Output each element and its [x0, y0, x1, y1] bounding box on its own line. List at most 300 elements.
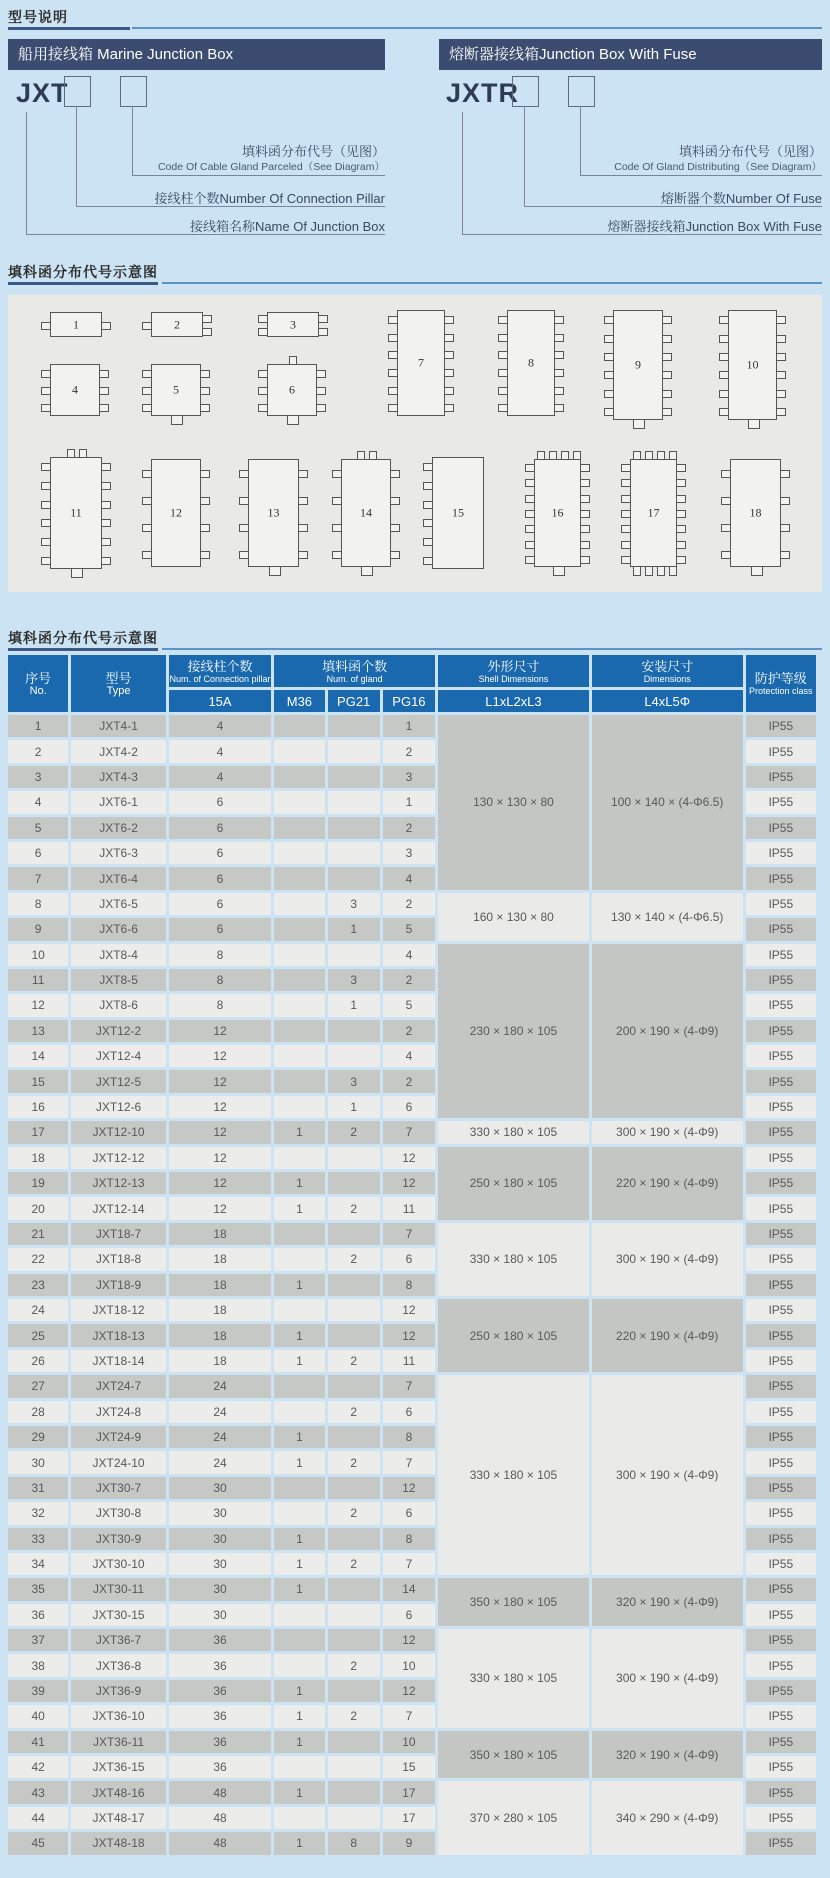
cell-pg21	[328, 944, 380, 966]
gland-tab	[498, 387, 508, 395]
gland-tab	[318, 315, 328, 323]
cell-type: JXT48-18	[71, 1832, 165, 1854]
cell-shell-dimensions: 350 × 180 × 105	[438, 1731, 589, 1779]
cell-type: JXT18-14	[71, 1350, 165, 1372]
gland-tab	[525, 464, 535, 472]
cell-15a: 18	[169, 1324, 272, 1346]
gland-tab	[239, 551, 249, 559]
cell-pg21	[328, 1731, 380, 1753]
cell-pg21	[328, 1629, 380, 1651]
cell-m36	[274, 1020, 324, 1042]
cell-pg16: 2	[383, 1070, 435, 1092]
cell-m36	[274, 740, 324, 762]
cell-pg21: 3	[328, 1070, 380, 1092]
gland-tab	[388, 369, 398, 377]
gland-tab	[621, 479, 631, 487]
gland-tab	[554, 316, 564, 324]
cell-type: JXT24-8	[71, 1401, 165, 1423]
gland-box-number: 4	[72, 382, 78, 397]
gland-tab	[318, 328, 328, 336]
cell-m36: 1	[274, 1832, 324, 1854]
gland-tab	[662, 335, 672, 343]
cell-no: 21	[8, 1223, 68, 1245]
cell-m36	[274, 1604, 324, 1626]
cell-m36	[274, 1147, 324, 1169]
gland-tab	[719, 408, 729, 416]
gland-tab	[388, 334, 398, 342]
cell-pg21	[328, 1274, 380, 1296]
cell-no: 17	[8, 1121, 68, 1143]
cell-protection: IP55	[746, 1781, 816, 1803]
gland-tab	[554, 351, 564, 359]
cell-shell-dimensions: 350 × 180 × 105	[438, 1578, 589, 1626]
gland-tab	[662, 371, 672, 379]
cell-pg16: 12	[383, 1324, 435, 1346]
gland-tab	[554, 334, 564, 342]
cell-pg21	[328, 817, 380, 839]
cell-15a: 36	[169, 1756, 272, 1778]
cell-pg21	[328, 1375, 380, 1397]
gland-tab	[780, 551, 790, 559]
cell-type: JXT12-4	[71, 1045, 165, 1067]
gland-box-number: 6	[289, 382, 295, 397]
cell-pg16: 17	[383, 1807, 435, 1829]
connector-vline	[132, 106, 133, 175]
gland-tab	[41, 322, 51, 330]
gland-tab	[101, 501, 111, 509]
cell-protection: IP55	[746, 1147, 816, 1169]
cell-no: 1	[8, 715, 68, 737]
gland-tab	[316, 387, 326, 395]
connector-vline	[580, 106, 581, 175]
gland-tab	[525, 541, 535, 549]
cell-pg21: 2	[328, 1553, 380, 1575]
cell-pg16: 2	[383, 893, 435, 915]
table-row	[8, 1299, 816, 1321]
gland-tab	[423, 538, 433, 546]
gland-tab	[621, 556, 631, 564]
cell-protection: IP55	[746, 1832, 816, 1854]
gland-box-number: 10	[746, 357, 759, 372]
cell-pg21	[328, 1477, 380, 1499]
gland-tab	[298, 524, 308, 532]
gland-tab	[721, 524, 731, 532]
gland-tab	[657, 566, 665, 576]
gland-tab	[525, 495, 535, 503]
cell-mounting-dimensions: 200 × 190 × (4-Φ9)	[592, 944, 743, 1119]
cell-pg21	[328, 867, 380, 889]
cell-m36	[274, 867, 324, 889]
cell-15a: 12	[169, 1070, 272, 1092]
spec-table	[5, 652, 819, 1858]
cell-pg16: 8	[383, 1426, 435, 1448]
gland-box-9	[613, 310, 663, 420]
gland-tab	[239, 470, 249, 478]
gland-tab	[645, 566, 653, 576]
cell-m36: 1	[274, 1121, 324, 1143]
cell-type: JXT36-11	[71, 1731, 165, 1753]
cell-pg16: 12	[383, 1477, 435, 1499]
code-box-jxtr-1	[512, 76, 539, 107]
connector-underline	[524, 206, 822, 207]
cell-type: JXT18-13	[71, 1324, 165, 1346]
cell-m36	[274, 791, 324, 813]
cell-type: JXT36-8	[71, 1654, 165, 1676]
gland-box-5	[151, 364, 201, 416]
cell-no: 15	[8, 1070, 68, 1092]
cell-protection: IP55	[746, 1299, 816, 1321]
cell-no: 5	[8, 817, 68, 839]
cell-type: JXT30-15	[71, 1604, 165, 1626]
connector-underline	[580, 175, 822, 176]
cell-protection: IP55	[746, 969, 816, 991]
cell-no: 11	[8, 969, 68, 991]
subheader-pg16: PG16	[383, 690, 435, 712]
gland-tab	[41, 370, 51, 378]
cell-no: 30	[8, 1451, 68, 1473]
cell-pg21: 2	[328, 1248, 380, 1270]
cell-m36	[274, 1223, 324, 1245]
banner-marine-junction-box: 船用接线箱 Marine Junction Box	[8, 39, 385, 70]
cell-type: JXT30-7	[71, 1477, 165, 1499]
cell-pg21: 1	[328, 918, 380, 940]
cell-protection: IP55	[746, 1756, 816, 1778]
cell-type: JXT4-2	[71, 740, 165, 762]
cell-no: 27	[8, 1375, 68, 1397]
gland-tab	[604, 408, 614, 416]
subheader-pg21: PG21	[328, 690, 380, 712]
cell-protection: IP55	[746, 1375, 816, 1397]
cell-pg16: 7	[383, 1121, 435, 1143]
cell-pg16: 10	[383, 1654, 435, 1676]
gland-tab	[258, 370, 268, 378]
cell-protection: IP55	[746, 1807, 816, 1829]
cell-pg16: 8	[383, 1528, 435, 1550]
cell-no: 18	[8, 1147, 68, 1169]
gland-box-2	[151, 312, 203, 337]
gland-box-number: 14	[360, 505, 372, 520]
cell-m36: 1	[274, 1731, 324, 1753]
cell-15a: 8	[169, 944, 272, 966]
cell-pg21	[328, 1426, 380, 1448]
gland-box-number: 1	[73, 317, 79, 331]
cell-m36: 1	[274, 1578, 324, 1600]
cell-15a: 4	[169, 715, 272, 737]
cell-pg21	[328, 1223, 380, 1245]
gland-tab	[580, 464, 590, 472]
cell-type: JXT30-8	[71, 1502, 165, 1524]
cell-shell-dimensions: 250 × 180 × 105	[438, 1299, 589, 1372]
gland-tab	[748, 419, 760, 429]
gland-tab	[621, 541, 631, 549]
cell-pg21	[328, 1324, 380, 1346]
gland-box-15	[432, 457, 484, 569]
cell-protection: IP55	[746, 1502, 816, 1524]
gland-box-14	[341, 459, 391, 567]
cell-type: JXT6-3	[71, 842, 165, 864]
gland-tab	[200, 370, 210, 378]
cell-mounting-dimensions: 130 × 140 × (4-Φ6.5)	[592, 893, 743, 941]
gland-tab	[390, 551, 400, 559]
cell-pg16: 12	[383, 1147, 435, 1169]
gland-tab	[604, 353, 614, 361]
cell-no: 39	[8, 1680, 68, 1702]
cell-15a: 30	[169, 1604, 272, 1626]
cell-pg21: 2	[328, 1654, 380, 1676]
cell-type: JXT8-4	[71, 944, 165, 966]
gland-tab	[776, 408, 786, 416]
cell-no: 31	[8, 1477, 68, 1499]
gland-tab	[676, 525, 686, 533]
cell-pg16: 6	[383, 1604, 435, 1626]
cell-pg21	[328, 1045, 380, 1067]
cell-m36	[274, 1045, 324, 1067]
cell-15a: 12	[169, 1096, 272, 1118]
table-row	[8, 1375, 816, 1397]
cell-type: JXT12-10	[71, 1121, 165, 1143]
gland-tab	[332, 551, 342, 559]
cell-15a: 6	[169, 918, 272, 940]
gland-box-12	[151, 459, 201, 567]
cell-protection: IP55	[746, 1020, 816, 1042]
cell-mounting-dimensions: 300 × 190 × (4-Φ9)	[592, 1121, 743, 1143]
model-code-jxtr: JXTR	[446, 78, 520, 108]
cell-pg16: 6	[383, 1096, 435, 1118]
gland-tab	[676, 510, 686, 518]
gland-tab	[357, 451, 365, 460]
cell-15a: 48	[169, 1781, 272, 1803]
gland-tab	[604, 371, 614, 379]
cell-pg21	[328, 766, 380, 788]
cell-pg21	[328, 1172, 380, 1194]
connector-underline	[76, 206, 385, 207]
cell-no: 7	[8, 867, 68, 889]
cell-pg16: 2	[383, 1020, 435, 1042]
gland-box-7	[397, 310, 445, 416]
col-header-protection: 防护等级 Protection class	[746, 655, 816, 712]
cell-pg21	[328, 1020, 380, 1042]
cell-protection: IP55	[746, 791, 816, 813]
cell-pg16: 11	[383, 1197, 435, 1219]
cell-15a: 8	[169, 969, 272, 991]
gland-tab	[669, 566, 677, 576]
cell-protection: IP55	[746, 1248, 816, 1270]
cell-m36: 1	[274, 1781, 324, 1803]
cell-type: JXT36-15	[71, 1756, 165, 1778]
cell-mounting-dimensions: 320 × 190 × (4-Φ9)	[592, 1731, 743, 1779]
cell-m36: 1	[274, 1426, 324, 1448]
cell-protection: IP55	[746, 1477, 816, 1499]
gland-tab	[662, 408, 672, 416]
cell-m36: 1	[274, 1680, 324, 1702]
gland-tab	[580, 556, 590, 564]
gland-box-3	[267, 312, 319, 337]
cell-pg21: 2	[328, 1502, 380, 1524]
cell-protection: IP55	[746, 893, 816, 915]
cell-15a: 30	[169, 1578, 272, 1600]
cell-protection: IP55	[746, 1070, 816, 1092]
cell-15a: 18	[169, 1299, 272, 1321]
cell-pg21	[328, 1528, 380, 1550]
gland-box-number: 5	[173, 382, 179, 397]
cell-protection: IP55	[746, 918, 816, 940]
cell-no: 26	[8, 1350, 68, 1372]
cell-m36	[274, 893, 324, 915]
cell-pg21	[328, 1147, 380, 1169]
cell-m36	[274, 766, 324, 788]
gland-tab	[71, 568, 83, 578]
cell-shell-dimensions: 370 × 280 × 105	[438, 1781, 589, 1854]
subheader-l4l5: L4xL5Φ	[592, 690, 743, 712]
gland-tab	[101, 538, 111, 546]
gland-tab	[444, 369, 454, 377]
section-title-table: 填科函分布代号示意图	[8, 630, 158, 646]
cell-protection: IP55	[746, 1731, 816, 1753]
cell-15a: 30	[169, 1477, 272, 1499]
gland-tab	[41, 557, 51, 565]
cell-m36	[274, 1502, 324, 1524]
gland-tab	[621, 510, 631, 518]
gland-tab	[99, 387, 109, 395]
gland-tab	[142, 370, 152, 378]
gland-box-number: 11	[70, 505, 82, 520]
table-row	[8, 1121, 816, 1143]
cell-shell-dimensions: 330 × 180 × 105	[438, 1629, 589, 1728]
gland-tab	[633, 451, 641, 460]
cell-type: JXT24-10	[71, 1451, 165, 1473]
connector-underline	[462, 234, 822, 235]
cell-protection: IP55	[746, 1350, 816, 1372]
gland-tab	[142, 470, 152, 478]
cell-type: JXT6-6	[71, 918, 165, 940]
gland-tab	[79, 449, 87, 458]
cell-type: JXT18-9	[71, 1274, 165, 1296]
cell-m36	[274, 842, 324, 864]
gland-tab	[41, 538, 51, 546]
label-gland-code-en-left: Code Of Cable Gland Parceled（See Diagram）	[157, 161, 385, 173]
cell-m36	[274, 944, 324, 966]
gland-tab	[751, 566, 763, 576]
cell-no: 23	[8, 1274, 68, 1296]
gland-box-8	[507, 310, 555, 416]
cell-no: 42	[8, 1756, 68, 1778]
gland-box-number: 9	[635, 357, 641, 372]
cell-protection: IP55	[746, 1680, 816, 1702]
gland-tab	[99, 370, 109, 378]
gland-tab	[580, 510, 590, 518]
connector-vline	[462, 112, 463, 234]
gland-tab	[525, 525, 535, 533]
gland-box-number: 17	[647, 505, 660, 520]
cell-type: JXT36-9	[71, 1680, 165, 1702]
cell-pg16: 4	[383, 867, 435, 889]
cell-shell-dimensions: 330 × 180 × 105	[438, 1375, 589, 1575]
gland-tab	[525, 479, 535, 487]
cell-pg16: 12	[383, 1299, 435, 1321]
cell-protection: IP55	[746, 1528, 816, 1550]
cell-15a: 4	[169, 766, 272, 788]
cell-pg21: 1	[328, 994, 380, 1016]
gland-tab	[390, 524, 400, 532]
cell-pg16: 6	[383, 1502, 435, 1524]
gland-box-13	[248, 459, 299, 567]
cell-15a: 12	[169, 1172, 272, 1194]
cell-m36	[274, 1070, 324, 1092]
cell-no: 44	[8, 1807, 68, 1829]
gland-tab	[101, 557, 111, 565]
gland-tab	[101, 463, 111, 471]
cell-pg21: 2	[328, 1121, 380, 1143]
cell-no: 37	[8, 1629, 68, 1651]
gland-tab	[390, 470, 400, 478]
cell-type: JXT12-14	[71, 1197, 165, 1219]
label-gland-code-zh-right: 填料函分布代号（见图）	[678, 144, 822, 159]
gland-tab	[388, 316, 398, 324]
title-underline-dark	[8, 27, 130, 30]
gland-tab	[258, 404, 268, 412]
cell-type: JXT36-7	[71, 1629, 165, 1651]
code-box-jxt-1	[64, 76, 91, 107]
cell-mounting-dimensions: 340 × 290 × (4-Φ9)	[592, 1781, 743, 1854]
cell-m36: 1	[274, 1705, 324, 1727]
gland-tab	[142, 524, 152, 532]
cell-type: JXT36-10	[71, 1705, 165, 1727]
cell-no: 34	[8, 1553, 68, 1575]
cell-pg21	[328, 715, 380, 737]
cell-m36	[274, 1299, 324, 1321]
cell-no: 29	[8, 1426, 68, 1448]
cell-protection: IP55	[746, 740, 816, 762]
gland-tab	[332, 524, 342, 532]
cell-15a: 6	[169, 893, 272, 915]
cell-pg21: 3	[328, 969, 380, 991]
gland-tab	[444, 404, 454, 412]
gland-tab	[298, 470, 308, 478]
gland-tab	[719, 335, 729, 343]
gland-tab	[780, 497, 790, 505]
cell-pg16: 1	[383, 715, 435, 737]
cell-pg16: 6	[383, 1401, 435, 1423]
gland-tab	[719, 316, 729, 324]
gland-tab	[289, 356, 297, 365]
cell-15a: 12	[169, 1197, 272, 1219]
gland-tab	[142, 404, 152, 412]
code-box-jxtr-2	[568, 76, 595, 107]
gland-tab	[101, 519, 111, 527]
cell-pg16: 5	[383, 994, 435, 1016]
gland-tab	[776, 371, 786, 379]
cell-protection: IP55	[746, 1172, 816, 1194]
table-row	[8, 944, 816, 966]
gland-tab	[561, 451, 569, 460]
cell-15a: 36	[169, 1731, 272, 1753]
gland-tab	[171, 415, 183, 425]
gland-tab	[719, 353, 729, 361]
gland-box-number: 12	[170, 505, 182, 520]
cell-pg16: 12	[383, 1629, 435, 1651]
gland-box-number: 7	[418, 355, 424, 370]
cell-no: 16	[8, 1096, 68, 1118]
label-box-name-left: 接线箱名称Name Of Junction Box	[189, 219, 385, 234]
cell-protection: IP55	[746, 994, 816, 1016]
cell-no: 40	[8, 1705, 68, 1727]
gland-tab	[200, 497, 210, 505]
cell-15a: 6	[169, 867, 272, 889]
cell-15a: 24	[169, 1451, 272, 1473]
cell-shell-dimensions: 250 × 180 × 105	[438, 1147, 589, 1220]
gland-tab	[662, 316, 672, 324]
cell-type: JXT6-4	[71, 867, 165, 889]
